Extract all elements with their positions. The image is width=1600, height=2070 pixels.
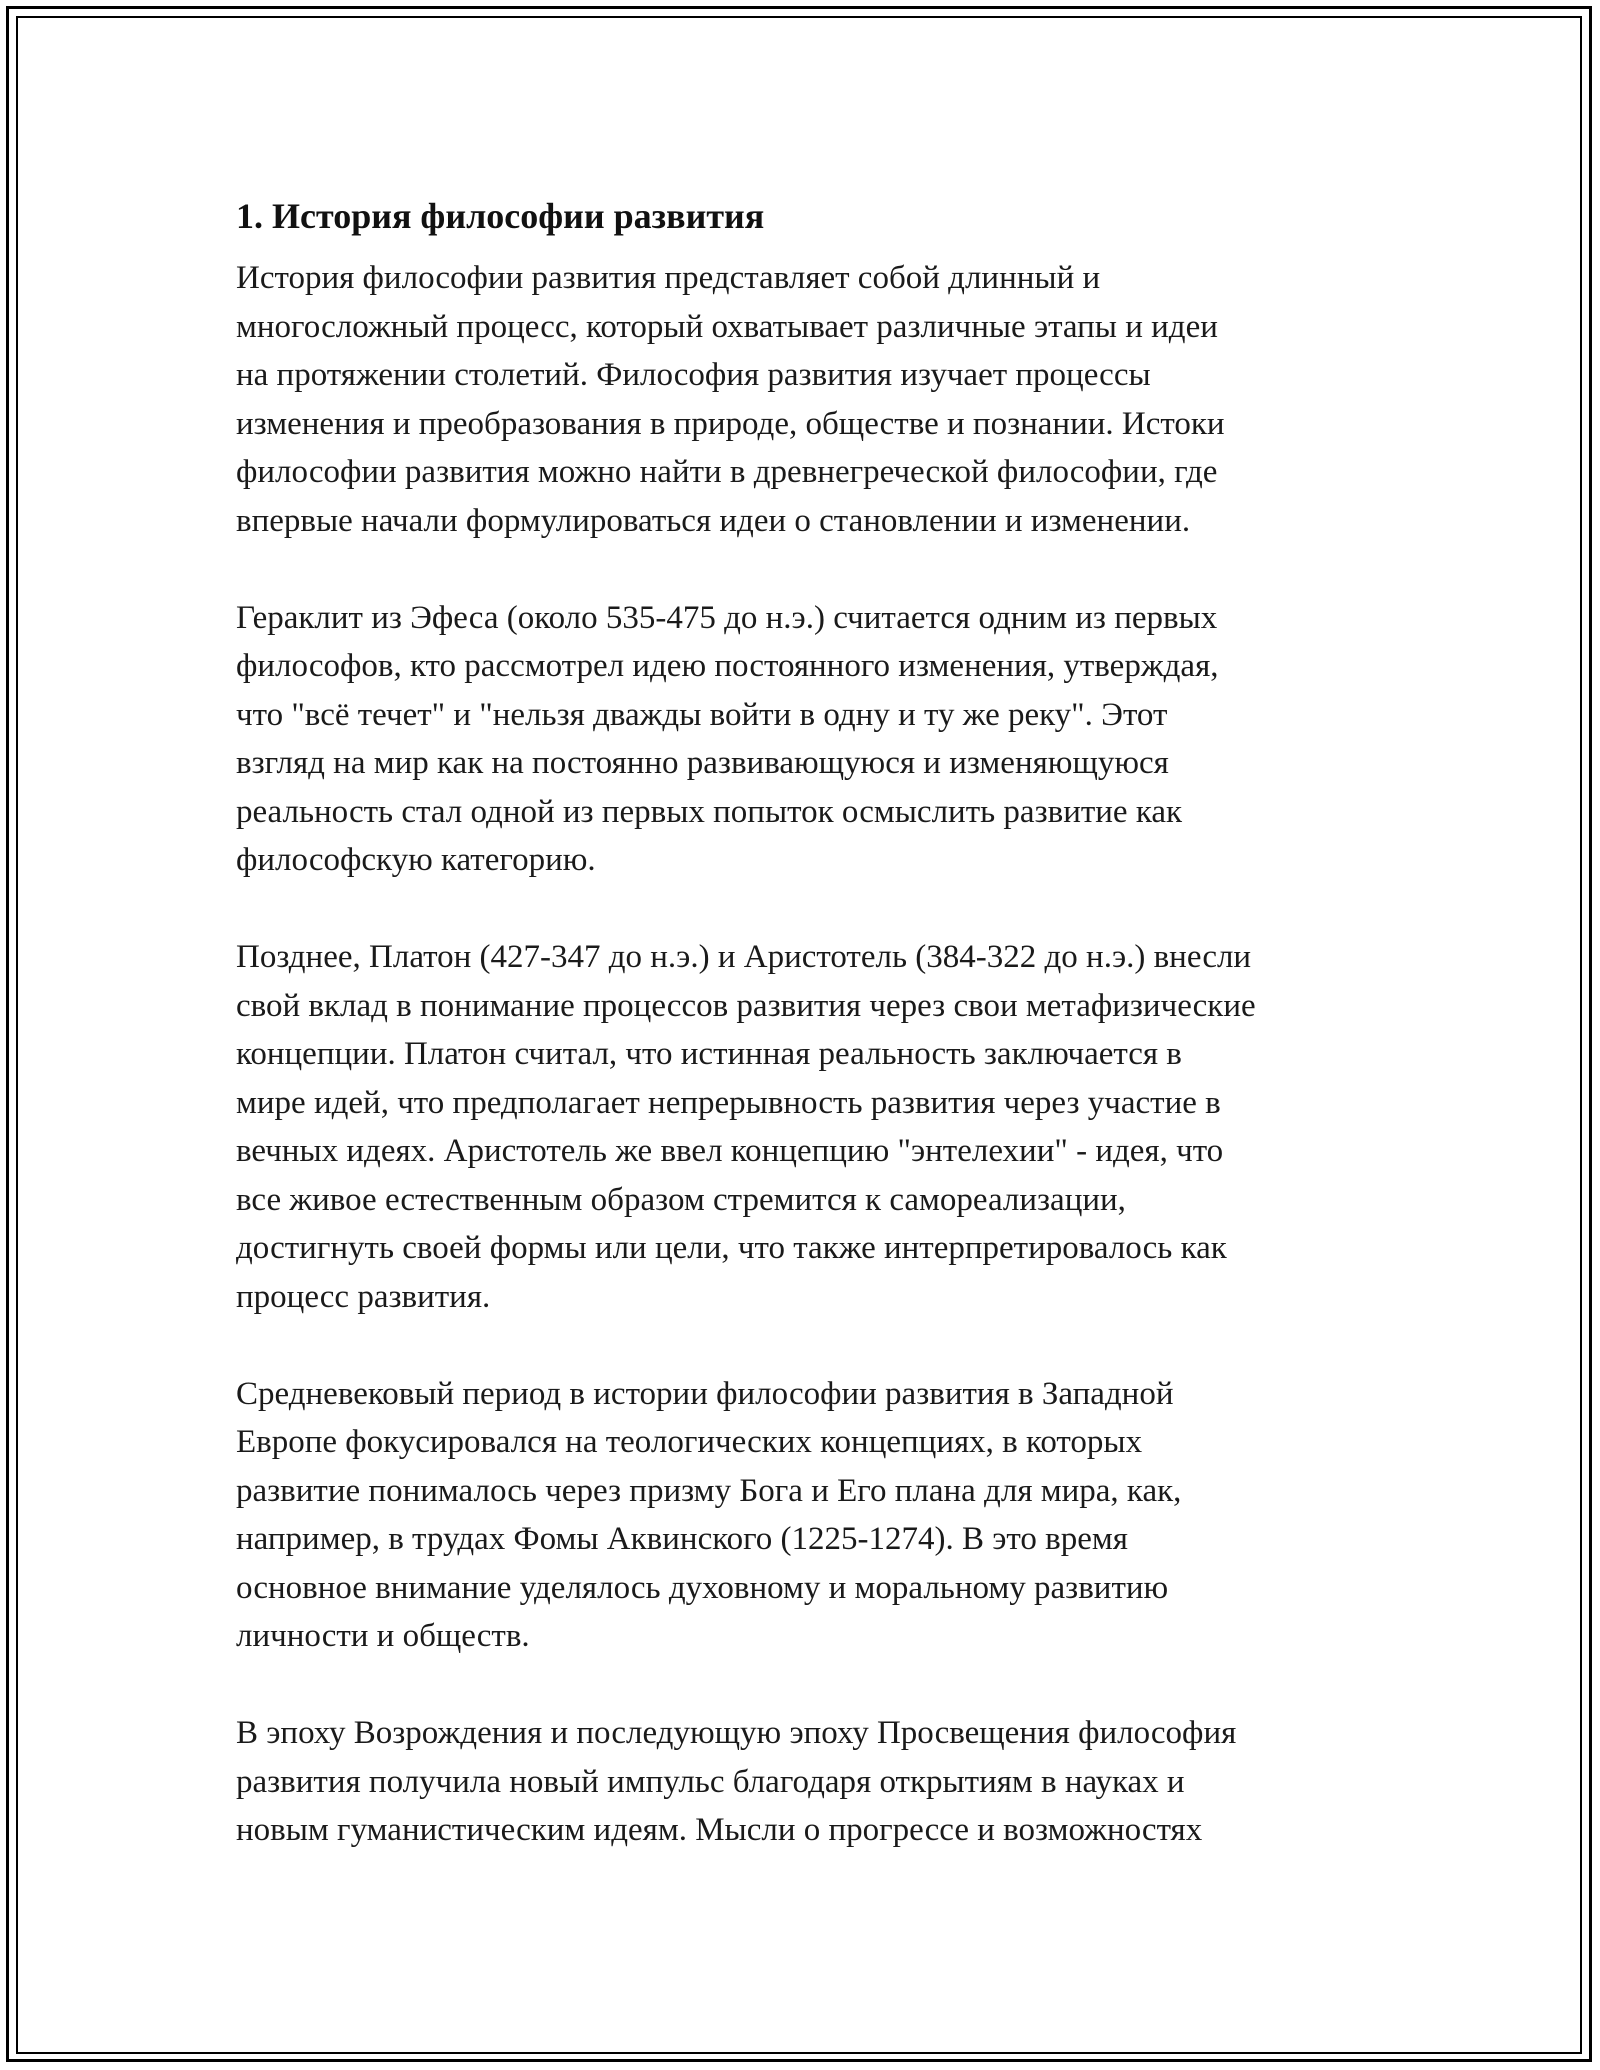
section-heading: 1. История философии развития bbox=[236, 196, 765, 236]
paragraph-heraclitus: Гераклит из Эфеса (около 535-475 до н.э.) считается одним из первых философов, кто рассмотрел идею постоянного изменения, утверждая, что "всё течет" и "нельзя дважды войти в одну и ту же реку". Этот взгляд на мир как на постоянно развивающуюся и изменяющуюся реальность стал одной из первых попыток осмыслить развитие как философскую категорию. bbox=[236, 599, 1219, 878]
paragraph-renaissance: В эпоху Возрождения и последующую эпоху Просвещения философия развития получила новый импульс благодаря открытиям в науках и новым гуманистическим идеям. Мысли о прогрессе и возможностях bbox=[236, 1715, 1237, 1848]
paragraph-intro: История философии развития представляет собой длинный и многосложный процесс, который охватывает различные этапы и идеи на протяжении столетий. Философия развития изучает процессы изменения и преобразования в природе, обществе и познании. Истоки философии развития можно найти в древнегреческой философии, где впервые начали формулироваться идеи о становлении и изменении. bbox=[236, 260, 1225, 539]
paragraph-middle-ages: Средневековый период в истории философии развития в Западной Европе фокусировался на теологических концепциях, в которых развитие понималось через призму Бога и Его плана для мира, как, например, в трудах Фомы Аквинского (1225-1274). В это время основное внимание уделялось духовному и моральному развитию личности и обществ. bbox=[236, 1375, 1182, 1654]
paragraph-plato-aristotle: Позднее, Платон (427-347 до н.э.) и Аристотель (384-322 до н.э.) внесли свой вклад в понимание процессов развития через свои метафизические концепции. Платон считал, что истинная реальность заключается в мире идей, что предполагает непрерывность развития через участие в вечных идеях. Аристотель же ввел концепцию "энтелехии" - идея, что все живое естественным образом стремится к самореализации, достигнуть своей формы или цели, что также интерпретировалось как процесс развития. bbox=[236, 939, 1256, 1315]
document-body bbox=[236, 186, 1386, 1903]
